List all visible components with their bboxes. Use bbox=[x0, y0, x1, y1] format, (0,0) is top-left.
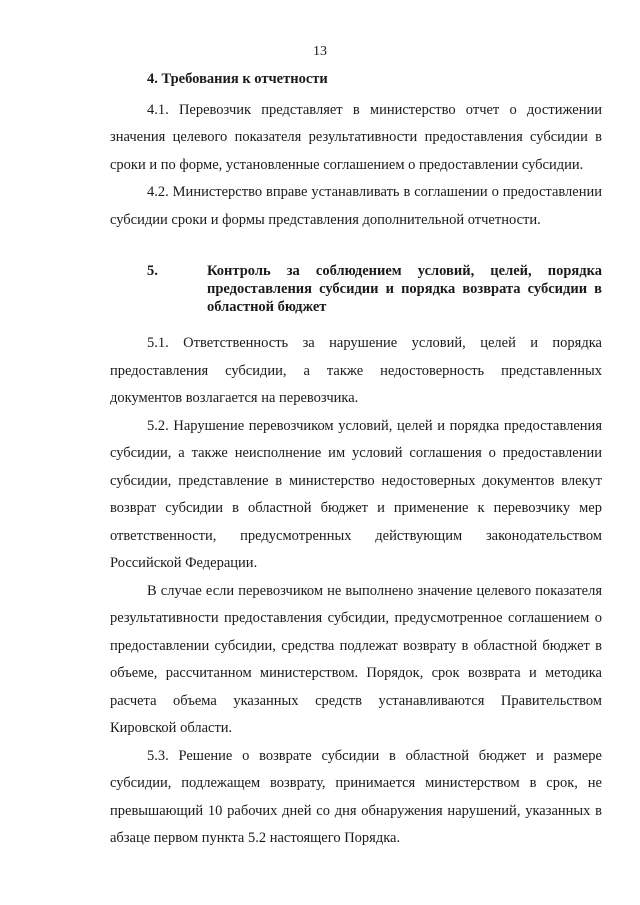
section-5-number: 5. bbox=[147, 263, 158, 279]
paragraph-4-1: 4.1. Перевозчик представляет в министерство отчет о достижении значения целевого показателя результативности предоставления субсидии в сроки и по форме, установленные соглашением о предоставлении субсидии. bbox=[110, 101, 602, 173]
paragraph-5-2: 5.2. Нарушение перевозчиком условий, целей и порядка предоставления субсидии, а также неисполнение им условий соглашения о предоставлении субсидии, представление в министерство недостоверных документов влекут возврат субсидии в областной бюджет и применение к перевозчику мер ответственности, предусмотренных действующим законодательством Российской Федерации. bbox=[110, 417, 602, 571]
paragraph-4-2: 4.2. Министерство вправе устанавливать в соглашении о предоставлении субсидии сроки и формы представления дополнительной отчетности. bbox=[110, 184, 602, 228]
document-body bbox=[110, 66, 602, 853]
section-5-heading bbox=[110, 262, 602, 316]
paragraph-5-2-continued: В случае если перевозчиком не выполнено значение целевого показателя результативности предоставления субсидии, предусмотренное соглашением о предоставлении субсидии, средства подлежат возврату в областной бюджет в объеме, рассчитанном министерством. Порядок, срок возврата и методика расчета объема указанных средств устанавливаются Правительством Кировской области. bbox=[110, 582, 602, 736]
section-5-title: Контроль за соблюдением условий, целей, порядка предоставления субсидии и порядка возврата субсидии в областной бюджет bbox=[207, 263, 602, 315]
section-4-heading: 4. Требования к отчетности bbox=[147, 71, 328, 87]
paragraph-5-3: 5.3. Решение о возврате субсидии в областной бюджет и размере субсидии, подлежащем возврату, принимается министерством в срок, не превышающий 10 рабочих дней со дня обнаружения нарушений, указанных в абзаце первом пункта 5.2 настоящего Порядка. bbox=[110, 747, 602, 846]
page-number: 13 bbox=[313, 44, 327, 59]
paragraph-5-1: 5.1. Ответственность за нарушение условий, целей и порядка предоставления субсидии, а также недостоверность представленных документов возлагается на перевозчика. bbox=[110, 335, 602, 406]
